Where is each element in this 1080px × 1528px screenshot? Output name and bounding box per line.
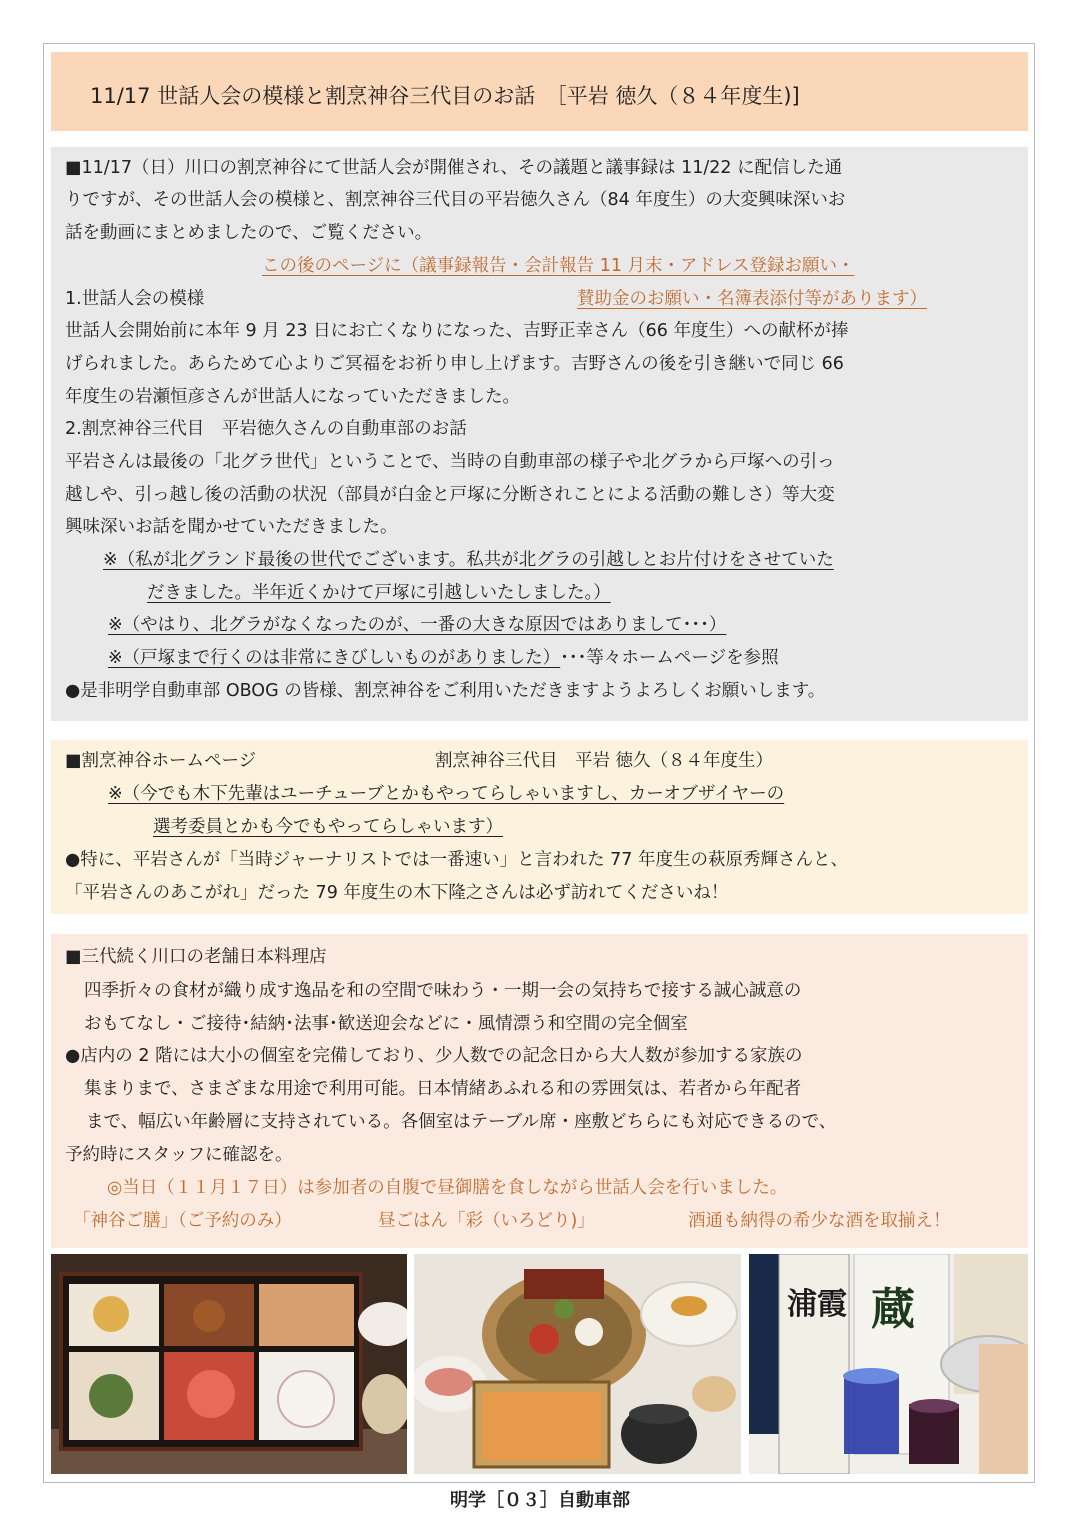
page-footer: 明学［０３］自動車部 [450, 1490, 630, 1511]
quote-2: ※（やはり、北グラがなくなったのが、一番の大きな原因ではありまして･･･） [108, 615, 727, 635]
intro-line-2: りですが、その世話人会の模様と、割烹神谷三代目の平岩徳久さん（84 年度生）の大変興味深いお [65, 190, 846, 210]
restaurant-line-3: ●店内の 2 階には大小の個室を完備しており、少人数での記念日から大人数が参加する家族の [65, 1046, 803, 1066]
quote-1a: ※（私が北グランド最後の世代でございます。私共が北グラの引越しとお片付けをさせていた [103, 550, 834, 570]
homepage-line-2: 「平岩さんのあこがれ」だった 79 年度生の木下隆之さんは必ず訪れてくださいね！ [65, 883, 729, 903]
page-title: 11/17 世話人会の模様と割烹神谷三代目のお話 ［平岩 徳久（８４年度生)] [90, 84, 800, 108]
photo-kamiya-gozen [51, 1254, 407, 1474]
owner-label: 割烹神谷三代目 平岩 徳久（８４年度生） [435, 751, 774, 771]
caption-kamiya-gozen: 「神谷ご膳」（ご予約のみ） [73, 1211, 292, 1231]
homepage-line-1: ●特に、平岩さんが「当時ジャーナリストでは一番速い」と言われた 77 年度生の萩原秀輝さんと、 [65, 850, 848, 870]
homepage-quote-a: ※（今でも木下先輩はユーチューブとかもやってらしゃいますし、カーオブザイヤーの [108, 784, 785, 804]
restaurant-line-4: 集まりまで、さまざまな用途で利用可能。日本情緒あふれる和の雰囲気は、若者から年配者 [84, 1079, 802, 1099]
intro-line-1: ■11/17（日）川口の割烹神谷にて世話人会が開催され、その議題と議事録は 11/22 に配信した通 [65, 158, 843, 178]
attachments-note-line-2: 賛助金のお願い・名簿表添付等があります） [577, 289, 927, 309]
item2-line-2: 越しや、引っ越し後の活動の状況（部員が白金と戸塚に分断されことによる活動の難しさ）等大変 [65, 485, 835, 505]
restaurant-heading: ■三代続く川口の老舗日本料理店 [65, 947, 327, 967]
item2-line-1: 平岩さんは最後の「北グラ世代」ということで、当時の自動車部の様子や北グラから戸塚への引っ [65, 452, 835, 472]
restaurant-line-5: まで、幅広い年齢層に支持されている。各個室はテーブル席・座敷どちらにも対応できるので、 [86, 1112, 837, 1132]
photo-irodori-lunch [414, 1254, 741, 1474]
homepage-quote-b: 選考委員とかも今でもやってらしゃいます） [153, 817, 503, 837]
caption-irodori: 昼ごはん「彩（いろどり)」 [378, 1211, 595, 1231]
restaurant-line-1: 四季折々の食材が織り成す逸品を和の空間で味わう・一期一会の気持ちで接する誠心誠意の [84, 981, 802, 1001]
restaurant-line-6: 予約時にスタッフに確認を。 [65, 1145, 293, 1165]
sake-label-kura: 蔵 [871, 1284, 915, 1335]
item1-line-1: 世話人会開始前に本年 9 月 23 日にお亡くなりになった、吉野正幸さん（66 年度生）への献杯が捧 [65, 321, 849, 341]
restaurant-line-2: おもてなし・ご接待･結納･法事･歓送迎会などに・風情漂う和空間の完全個室 [84, 1014, 688, 1034]
item2-heading: 2.割烹神谷三代目 平岩徳久さんの自動車部のお話 [65, 419, 467, 439]
quote-3: ※（戸塚まで行くのは非常にきびしいものがありました） [108, 648, 561, 668]
sake-label-urakasumi: 浦霞 [787, 1287, 847, 1322]
caption-sake: 酒通も納得の希少な酒を取揃え！ [688, 1211, 951, 1231]
attachments-note-line-1: この後のページに（議事録報告・会計報告 11 月末・アドレス登録お願い・ [262, 256, 855, 276]
intro-line-3: 話を動画にまとめましたので、ご覧ください。 [65, 223, 433, 243]
item2-line-3: 興味深いお話を聞かせていただきました。 [65, 517, 398, 537]
homepage-label: ■割烹神谷ホームページ [65, 751, 257, 771]
quote-1b: だきました。半年近くかけて戸塚に引越しいたしました。） [147, 583, 611, 603]
quote-3-suffix: ･･･等々ホームページを参照 [560, 648, 779, 668]
item1-heading: 1.世話人会の模様 [65, 289, 205, 309]
item1-line-3: 年度生の岩瀬恒彦さんが世話人になっていただきました。 [65, 387, 520, 407]
closing-line: ●是非明学自動車部 OBOG の皆様、割烹神谷をご利用いただきますようよろしくお願いします。 [65, 681, 826, 701]
photo-sake-selection [749, 1254, 1028, 1474]
item1-line-2: げられました。あらためて心よりご冥福をお祈り申し上げます。吉野さんの後を引き継いで同じ 66 [65, 354, 844, 374]
event-day-line: ◎当日（１１月１７日）は参加者の自腹で昼御膳を食しながら世話人会を行いました。 [107, 1178, 788, 1198]
quote-3-row [65, 647, 779, 669]
